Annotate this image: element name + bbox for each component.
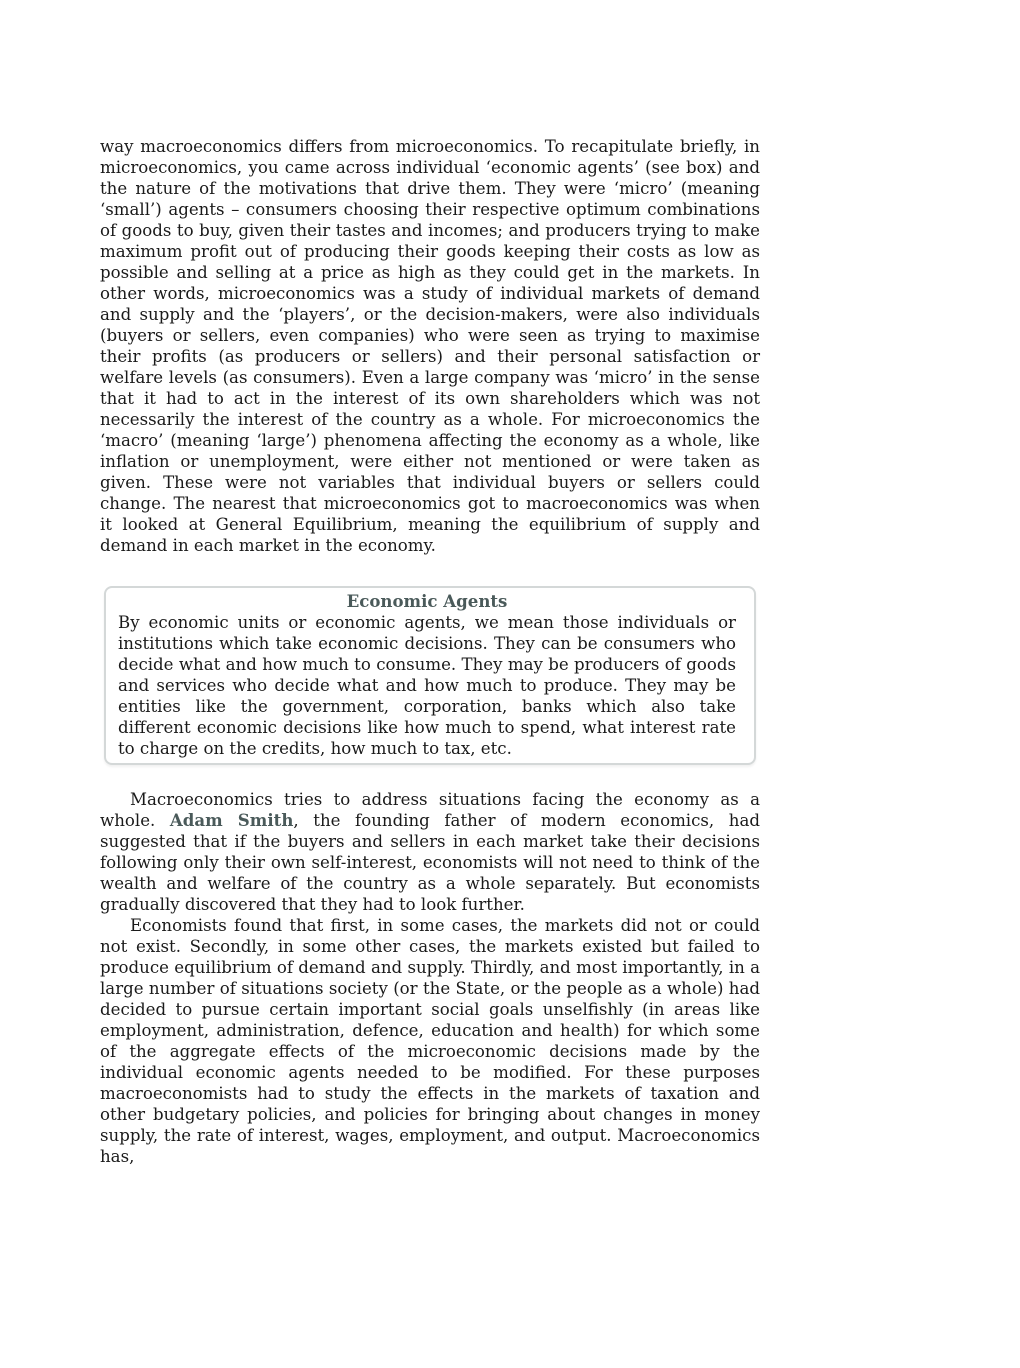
paragraph-economists-found: Economists found that first, in some cases, the markets did not or could not exist. Secondly, in some other cases, the markets existed but failed to produce equilibrium of demand and supply. Thirdly, and most importantly, in a large number of situations society (or the State, or the people as a whole) had decided to pursue certain important social goals unselfishly (in areas like employment, administration, defence, education and health) for which some of the aggregate effects of the microeconomic decisions made by the individual economic agents needed to be modified. For these purposes macroeconomists had to study the effects in the markets of taxation and other budgetary policies, and policies for bringing about changes in money supply, the rate of interest, wages, employment, and output. Macroeconomics has, xyxy=(100,916,760,1166)
economic-agents-box xyxy=(104,586,756,765)
page-body xyxy=(100,136,760,1167)
paragraph-microeconomics-recap: way macroeconomics differs from microeconomics. To recapitulate briefly, in microeconomics, you came across individual ‘economic agents’ (see box) and the nature of the motivations that drive them. They were ‘micro’ (meaning ‘small’) agents – consumers choosing their respective optimum combinations of goods to buy, given their tastes and incomes; and producers trying to make maximum profit out of producing their goods keeping their costs as low as possible and selling at a price as high as they could get in the markets. In other words, microeconomics was a study of individual markets of demand and supply and the ‘players’, or the decision-makers, were also individuals (buyers or sellers, even companies) who were seen as trying to maximise their profits (as producers or sellers) and their personal satisfaction or welfare levels (as consumers). Even a large company was ‘micro’ in the sense that it had to act in the interest of its own shareholders which was not necessarily the interest of the country as a whole. For microeconomics the ‘macro’ (meaning ‘large’) phenomena affecting the economy as a whole, like inflation or unemployment, were either not mentioned or were taken as given. These were not variables that individual buyers or sellers could change. The nearest that microeconomics got to macroeconomics was when it looked at General Equilibrium, meaning the equilibrium of supply and demand in each market in the economy. xyxy=(100,137,760,555)
box-title: Economic Agents xyxy=(346,591,508,611)
paragraph2-after: , the founding father of modern economics, had suggested that if the buyers and sellers in each market take their decisions following only their own self-interest, economists will not need to think of the wealth and welfare of the country as a whole separately. But economists gradually discovered that they had to look further. xyxy=(100,811,761,914)
adam-smith-highlight: Adam Smith xyxy=(169,810,294,830)
paragraph-macroeconomics-intro xyxy=(100,789,760,915)
paragraph2-before: Macroeconomics tries to address situations facing the economy as a whole. xyxy=(100,790,760,830)
box-text: By economic units or economic agents, we mean those individuals or institutions which take economic decisions. They can be consumers who decide what and how much to consume. They may be producers of goods and services who decide what and how much to produce. They may be entities like the government, corporation, banks which also take different economic decisions like how much to spend, what interest rate to charge on the credits, how much to tax, etc. xyxy=(118,613,736,758)
section-gap xyxy=(100,765,760,789)
